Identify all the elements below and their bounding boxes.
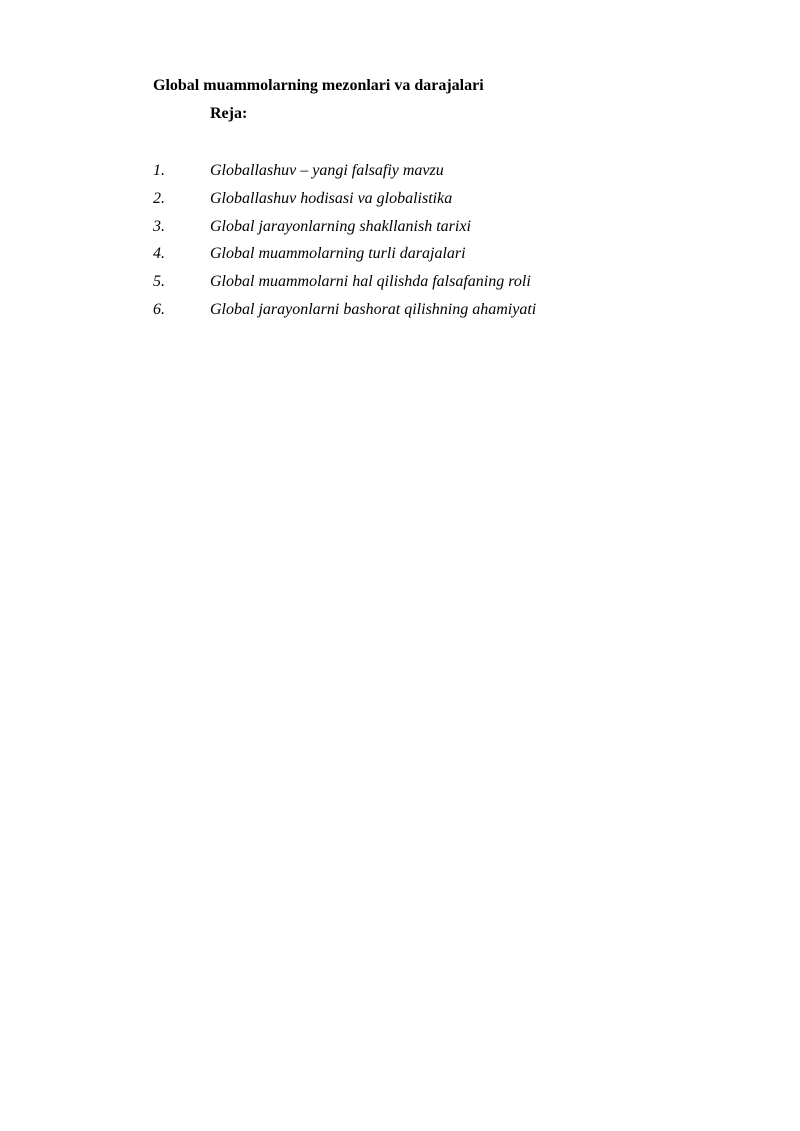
- plan-item-number: 6.: [153, 300, 165, 318]
- plan-item-text: Globallashuv – yangi falsafiy mavzu: [210, 162, 444, 179]
- plan-item-text: Global muammolarning turli darajalari: [210, 245, 466, 263]
- plan-item: [153, 161, 536, 189]
- plan-item-number: 5.: [153, 273, 165, 291]
- plan-item: [153, 244, 536, 272]
- document-title: Global muammolarning mezonlari va darajalari: [153, 77, 484, 94]
- plan-item: [153, 272, 536, 300]
- plan-item-text: Global jarayonlarning shakllanish tarixi: [210, 217, 471, 235]
- plan-item-text: Global muammolarni hal qilishda falsafaning roli: [210, 273, 531, 291]
- plan-item-number: 3.: [153, 217, 165, 235]
- plan-item-text: Global jarayonlarni bashorat qilishning ahamiyati: [210, 300, 537, 318]
- plan-item-number: 4.: [153, 245, 165, 263]
- plan-list: [153, 161, 536, 328]
- plan-item: [153, 217, 536, 245]
- plan-item-text: Globallashuv hodisasi va globalistika: [210, 189, 453, 207]
- plan-item: [153, 189, 536, 217]
- plan-item-number: 2.: [153, 189, 165, 207]
- plan-item-number: 1.: [153, 162, 165, 179]
- plan-heading: Reja:: [210, 105, 248, 122]
- plan-item: [153, 300, 536, 328]
